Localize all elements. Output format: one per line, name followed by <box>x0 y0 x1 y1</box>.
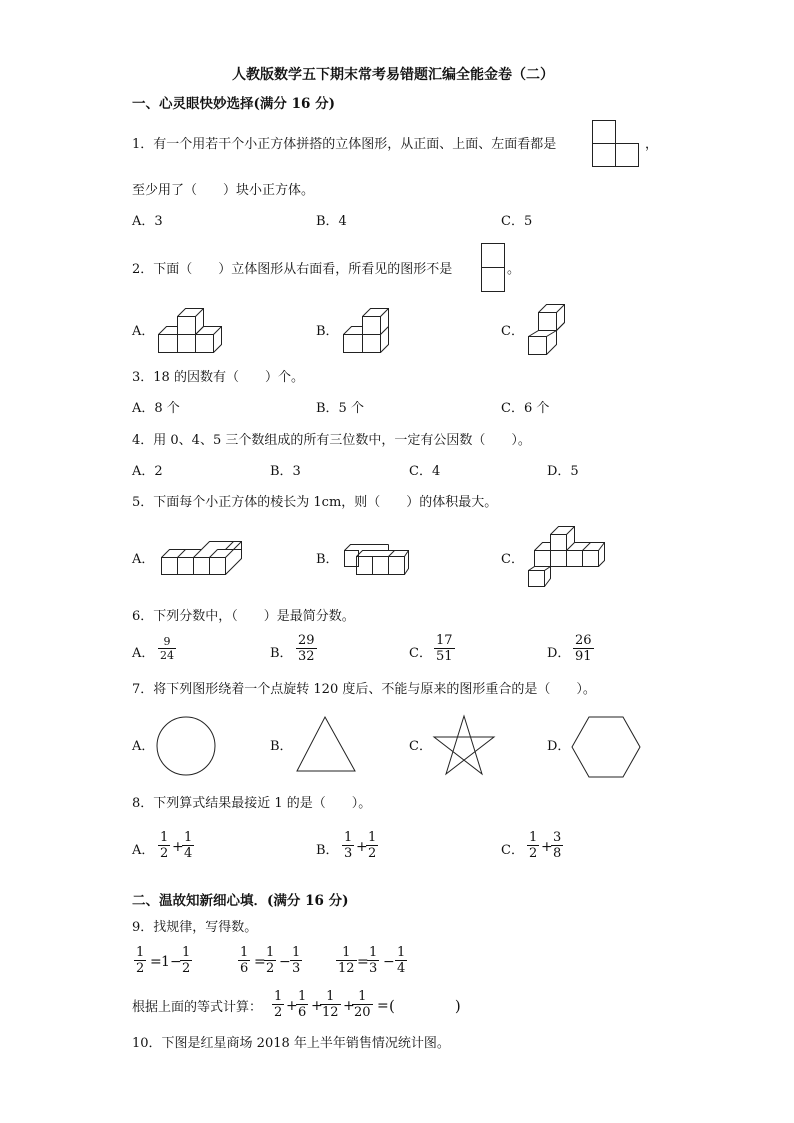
q8-option-a[interactable]: A． <box>132 843 155 858</box>
numerator: 1 <box>160 830 169 845</box>
q8-text: 8．下列算式结果最接近 1 的是（ ）。 <box>132 796 372 811</box>
denominator: 2 <box>182 961 191 976</box>
numerator: 1 <box>529 830 538 845</box>
equals-sign: = <box>357 954 369 970</box>
plus-sign: + <box>356 839 368 855</box>
numerator: 1 <box>184 830 193 845</box>
q3-option-a[interactable]: A．8 个 <box>132 401 180 416</box>
denominator: 20 <box>354 1005 371 1020</box>
numerator: 1 <box>136 945 145 960</box>
q6-fraction-d <box>573 633 594 664</box>
q1-text: 1．有一个用若干个小正方体拼搭的立体图形，从正面、上面、左面看都是 <box>132 137 557 152</box>
q6-option-c[interactable]: C． <box>409 646 432 661</box>
denominator: 32 <box>298 649 315 664</box>
denominator: 3 <box>369 961 378 976</box>
q8-b-fraction-1 <box>342 830 354 861</box>
q7-option-d[interactable]: D． <box>547 739 571 754</box>
q7-option-a[interactable]: A． <box>132 739 155 754</box>
q7-star-shape <box>433 715 495 777</box>
q9-answer-blank[interactable]: ( ) <box>389 997 461 1015</box>
plus-sign: + <box>172 839 184 855</box>
denominator: 2 <box>368 846 377 861</box>
q8-b-fraction-2 <box>366 830 378 861</box>
q5-option-b[interactable]: B． <box>316 552 339 567</box>
q4-option-a[interactable]: A．2 <box>132 464 163 479</box>
denominator: 91 <box>575 649 592 664</box>
denominator: 6 <box>240 961 249 976</box>
numerator: 1 <box>358 989 367 1004</box>
q2-option-c[interactable]: C． <box>501 324 524 339</box>
denominator: 2 <box>274 1005 283 1020</box>
numerator: 1 <box>369 945 378 960</box>
q1-tail: ， <box>645 137 659 152</box>
numerator: 26 <box>575 633 592 648</box>
denominator: 4 <box>397 961 406 976</box>
denominator: 24 <box>160 649 174 662</box>
equals-sign: = <box>377 998 389 1014</box>
numerator: 29 <box>298 633 315 648</box>
denominator: 12 <box>338 961 355 976</box>
q8-option-c[interactable]: C． <box>501 843 524 858</box>
q8-c-fraction-1 <box>527 830 539 861</box>
denominator: 2 <box>529 846 538 861</box>
q1-option-c[interactable]: C．5 <box>501 214 533 229</box>
q2-tail: 。 <box>507 262 521 277</box>
q5-text: 5．下面每个小正方体的棱长为 1cm，则（ ）的体积最大。 <box>132 495 498 510</box>
minus-sign: − <box>279 954 291 970</box>
q6-option-d[interactable]: D． <box>547 646 571 661</box>
numerator: 1 <box>342 945 351 960</box>
q6-option-b[interactable]: B． <box>270 646 293 661</box>
q8-a-fraction-1 <box>158 830 170 861</box>
q6-fraction-c <box>434 633 455 664</box>
q2-cube-figure-c <box>528 302 568 358</box>
q4-option-b[interactable]: B．3 <box>270 464 301 479</box>
numerator: 1 <box>298 989 307 1004</box>
denominator: 51 <box>436 649 453 664</box>
numerator: 9 <box>163 635 171 648</box>
q2-cube-figure-b <box>343 306 393 356</box>
denominator: 3 <box>344 846 353 861</box>
q4-text: 4．用 0、4、5 三个数组成的所有三位数中，一定有公因数（ ）。 <box>132 433 531 448</box>
denominator: 4 <box>184 846 193 861</box>
numerator: 1 <box>182 945 191 960</box>
q9-calc-label: 根据上面的等式计算： <box>132 1000 263 1015</box>
q2-option-b[interactable]: B． <box>316 324 339 339</box>
q5-option-a[interactable]: A． <box>132 552 155 567</box>
q7-option-b[interactable]: B． <box>270 739 293 754</box>
one: 1 <box>161 954 170 970</box>
q1-option-a[interactable]: A．3 <box>132 214 163 229</box>
q6-option-a[interactable]: A． <box>132 646 155 661</box>
q1-text-2: 至少用了（ ）块小正方体。 <box>132 183 315 198</box>
plus-sign: + <box>343 998 355 1014</box>
q7-hexagon-shape <box>571 716 643 780</box>
numerator: 3 <box>553 830 562 845</box>
equals-sign: = <box>254 954 266 970</box>
q7-text: 7．将下列图形绕着一个点旋转 120 度后、不能与原来的图形重合的是（ ）。 <box>132 682 596 697</box>
plus-sign: + <box>286 998 298 1014</box>
numerator: 1 <box>344 830 353 845</box>
numerator: 1 <box>368 830 377 845</box>
numerator: 1 <box>292 945 301 960</box>
q3-option-c[interactable]: C．6 个 <box>501 401 550 416</box>
denominator: 2 <box>266 961 275 976</box>
q4-option-c[interactable]: C．4 <box>409 464 441 479</box>
numerator: 1 <box>397 945 406 960</box>
q8-a-fraction-2 <box>182 830 194 861</box>
q4-option-d[interactable]: D．5 <box>547 464 579 479</box>
q7-triangle-shape <box>296 716 358 774</box>
denominator: 2 <box>160 846 169 861</box>
numerator: 1 <box>266 945 275 960</box>
denominator: 3 <box>292 961 301 976</box>
denominator: 8 <box>553 846 562 861</box>
numerator: 1 <box>240 945 249 960</box>
minus-sign: − <box>383 954 395 970</box>
q5-cube-figure-c <box>528 526 608 588</box>
q8-option-b[interactable]: B． <box>316 843 339 858</box>
page-title: 人教版数学五下期末常考易错题汇编全能金卷（二） <box>232 67 554 83</box>
q2-option-a[interactable]: A． <box>132 324 155 339</box>
denominator: 6 <box>298 1005 307 1020</box>
q6-text: 6．下列分数中，（ ）是最简分数。 <box>132 609 355 624</box>
plus-sign: + <box>541 839 553 855</box>
q2-text: 2．下面（ ）立体图形从右面看，所看见的图形不是 <box>132 262 453 277</box>
q5-cube-figure-b <box>344 544 414 578</box>
q10-text: 10．下图是红星商场 2018 年上半年销售情况统计图。 <box>132 1036 450 1051</box>
equals-sign: = <box>150 954 162 970</box>
q2-cube-figure-a <box>158 306 230 356</box>
denominator: 12 <box>322 1005 339 1020</box>
numerator: 17 <box>436 633 453 648</box>
q2-view-figure <box>481 243 505 293</box>
plus-sign: + <box>311 998 323 1014</box>
q6-fraction-b <box>296 633 317 664</box>
minus-sign: − <box>170 954 182 970</box>
q5-cube-figure-a <box>161 541 247 579</box>
q6-fraction-a <box>158 635 176 662</box>
denominator: 2 <box>136 961 145 976</box>
q1-view-figure <box>592 120 640 168</box>
numerator: 1 <box>326 989 335 1004</box>
q3-text: 3．18 的因数有（ ）个。 <box>132 370 304 385</box>
numerator: 1 <box>274 989 283 1004</box>
section-1-heading: 一、心灵眼快妙选择(满分 16 分) <box>132 96 335 112</box>
q1-option-b[interactable]: B．4 <box>316 214 347 229</box>
q9-text: 9．找规律，写得数。 <box>132 920 258 935</box>
q7-circle-shape <box>156 716 218 778</box>
q3-option-b[interactable]: B．5 个 <box>316 401 364 416</box>
q7-option-c[interactable]: C． <box>409 739 432 754</box>
q5-option-c[interactable]: C． <box>501 552 524 567</box>
q8-c-fraction-2 <box>551 830 563 861</box>
section-2-heading: 二、温故知新细心填．(满分 16 分) <box>132 893 349 909</box>
